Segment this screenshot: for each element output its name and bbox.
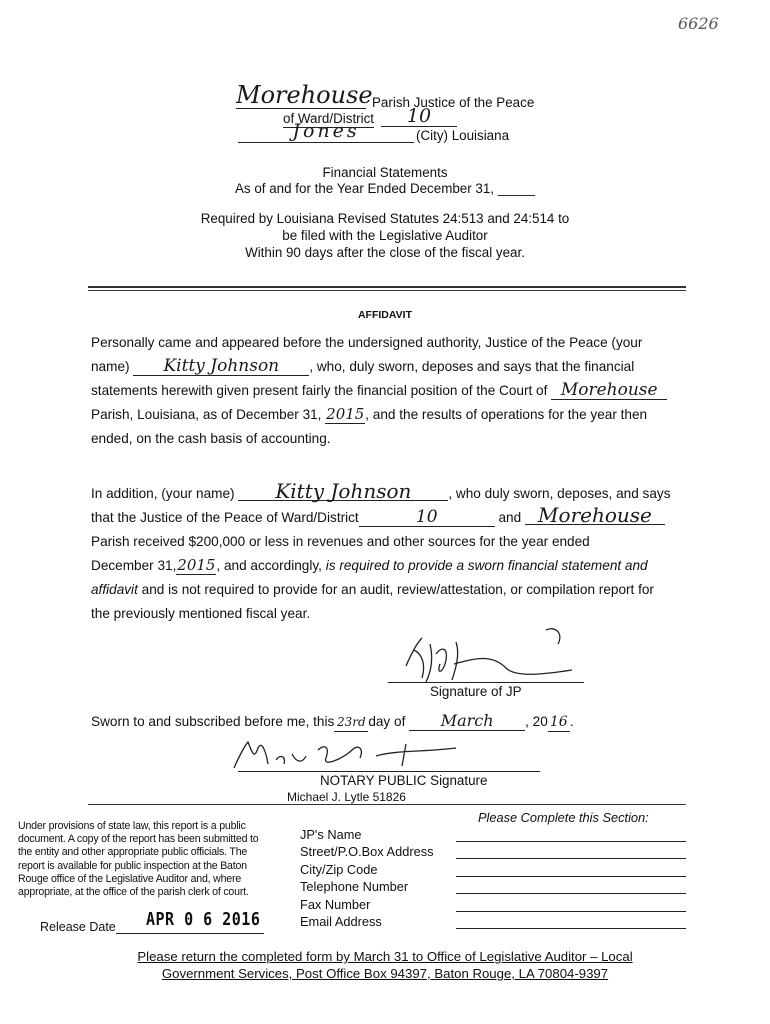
p1-d-pre: Parish, Louisiana, as of December 31,	[91, 407, 322, 422]
ward-handwritten: 10	[381, 106, 457, 127]
notary-name: Michael J. Lytle 51826	[287, 790, 406, 804]
return-instructions	[0, 948, 770, 982]
footer-line-2: Government Services, Post Office Box 94397, Baton Rouge, LA 70804-9397	[161, 966, 609, 981]
divider-top	[88, 286, 686, 288]
affidavit-paragraph-1	[91, 331, 685, 451]
divider-top-thin	[88, 290, 686, 291]
p1-jp-name: Kitty Johnson	[133, 357, 309, 376]
parish-label: Parish Justice of the Peace	[372, 95, 535, 110]
p2-a-post: , who duly sworn, deposes, and says	[448, 486, 671, 501]
street-address-input-line[interactable]	[456, 858, 686, 859]
release-date-line	[116, 933, 264, 934]
p2-year: 2015	[177, 556, 216, 574]
p1-b-pre: name)	[91, 359, 130, 374]
note-line-2: document. A copy of the report has been submitted to	[18, 833, 259, 846]
document-number: 6626	[678, 14, 719, 33]
field-street-address: Street/P.O.Box Address	[300, 844, 434, 860]
p2-ward: 10	[359, 508, 495, 527]
p2-line-d	[91, 554, 685, 578]
p2-e-rest: and is not required to provide for an audit, review/attestation, or compilation report for	[141, 582, 654, 597]
p2-line-e	[91, 578, 685, 602]
p2-d-pre: December 31,	[91, 558, 177, 573]
field-fax: Fax Number	[300, 896, 371, 912]
sworn-mid: day of	[368, 714, 406, 729]
jp-signature-label: Signature of JP	[430, 684, 522, 699]
jp-signature-line	[388, 682, 584, 683]
p2-b-pre: that the Justice of the Peace of Ward/District	[91, 510, 359, 525]
jp-signature-graphic	[396, 624, 596, 690]
contact-field-labels	[300, 826, 434, 930]
field-jp-name: JP's Name	[300, 827, 362, 842]
ward-label: of Ward/District	[283, 111, 375, 126]
jp-name-input-line[interactable]	[456, 841, 686, 842]
parish-handwritten: Morehouse	[236, 81, 373, 109]
requirement-line-2: be filed with the Legislative Auditor	[282, 228, 488, 243]
p1-d-post: , and the results of operations for the year then	[365, 407, 648, 422]
sworn-line: Sworn to and subscribed before me, this 23rd day of March , 20 16 .	[91, 711, 574, 730]
p2-parish: Morehouse	[525, 506, 665, 525]
sworn-year-pre: , 20	[525, 714, 548, 729]
p1-line-b	[91, 355, 685, 379]
fax-input-line[interactable]	[456, 911, 686, 912]
statement-title: Financial Statements	[322, 165, 448, 180]
email-input-line[interactable]	[456, 928, 686, 929]
p2-line-b	[91, 503, 685, 530]
public-record-note	[18, 820, 290, 899]
p1-year: 2015	[326, 405, 365, 423]
city-handwritten: Jones	[238, 120, 414, 143]
city-zip-input-line[interactable]	[456, 876, 686, 877]
sworn-day: 23rd	[334, 713, 368, 732]
p2-jp-name: Kitty Johnson	[238, 482, 448, 501]
release-date-label: Release Date	[40, 920, 116, 934]
field-email: Email Address	[300, 914, 382, 930]
statement-period: As of and for the Year Ended December 31, _____	[234, 181, 535, 196]
p2-line-c: Parish received $200,000 or less in revenues and other sources for the year ended	[91, 534, 590, 549]
divider-bottom	[88, 804, 686, 805]
note-line-1: Under provisions of state law, this report is a public	[18, 820, 246, 832]
notary-signature-graphic	[226, 736, 496, 776]
contact-heading: Please Complete this Section:	[478, 810, 649, 825]
release-date-stamp: APR 0 6 2016	[146, 908, 261, 930]
footer-line-1: Please return the completed form by March 31 to Office of Legislative Auditor – Local	[137, 949, 633, 964]
note-line-5: Rouge office of the Legislative Auditor and, where	[18, 872, 242, 885]
p2-b-mid: and	[498, 510, 522, 525]
note-line-3: the entity and other appropriate public officials. The	[18, 846, 248, 859]
p1-line-e: ended, on the cash basis of accounting.	[91, 431, 331, 446]
p1-court-name: Morehouse	[551, 381, 667, 400]
field-telephone: Telephone Number	[300, 879, 409, 895]
p2-line-f: the previously mentioned fiscal year.	[91, 606, 311, 621]
sworn-year: 16	[548, 713, 570, 732]
p2-d-mid: , and accordingly,	[216, 558, 322, 573]
p2-e-italic: affidavit	[91, 582, 138, 597]
field-city-zip: City/Zip Code	[300, 861, 378, 877]
p1-b-post: , who, duly sworn, deposes and says that the financial	[309, 359, 635, 374]
p1-line-a: Personally came and appeared before the undersigned authority, Justice of the Peace (your	[91, 335, 643, 350]
p2-d-italic: is required to provide a sworn financial statement and	[325, 558, 648, 573]
affidavit-paragraph-2	[91, 479, 685, 626]
city-label: (City) Louisiana	[416, 128, 510, 143]
sworn-month: March	[409, 712, 525, 731]
note-line-4: report is available for public inspection at the Baton	[18, 859, 247, 872]
requirement-line-1: Required by Louisiana Revised Statutes 24:513 and 24:514 to	[200, 211, 570, 226]
p1-line-c	[91, 379, 685, 403]
sworn-pre: Sworn to and subscribed before me, this	[91, 714, 335, 729]
note-line-6: appropriate, at the office of the parish clerk of court.	[18, 886, 249, 899]
requirement-line-3: Within 90 days after the close of the fiscal year.	[245, 245, 525, 260]
p2-a-pre: In addition, (your name)	[91, 486, 235, 501]
p1-line-d	[91, 403, 685, 427]
notary-label: NOTARY PUBLIC Signature	[320, 773, 488, 788]
p1-c-pre: statements herewith given present fairly the financial position of the Court of	[91, 383, 548, 398]
telephone-input-line[interactable]	[456, 893, 686, 894]
affidavit-title: AFFIDAVIT	[357, 309, 413, 321]
notary-signature-line	[238, 771, 540, 772]
